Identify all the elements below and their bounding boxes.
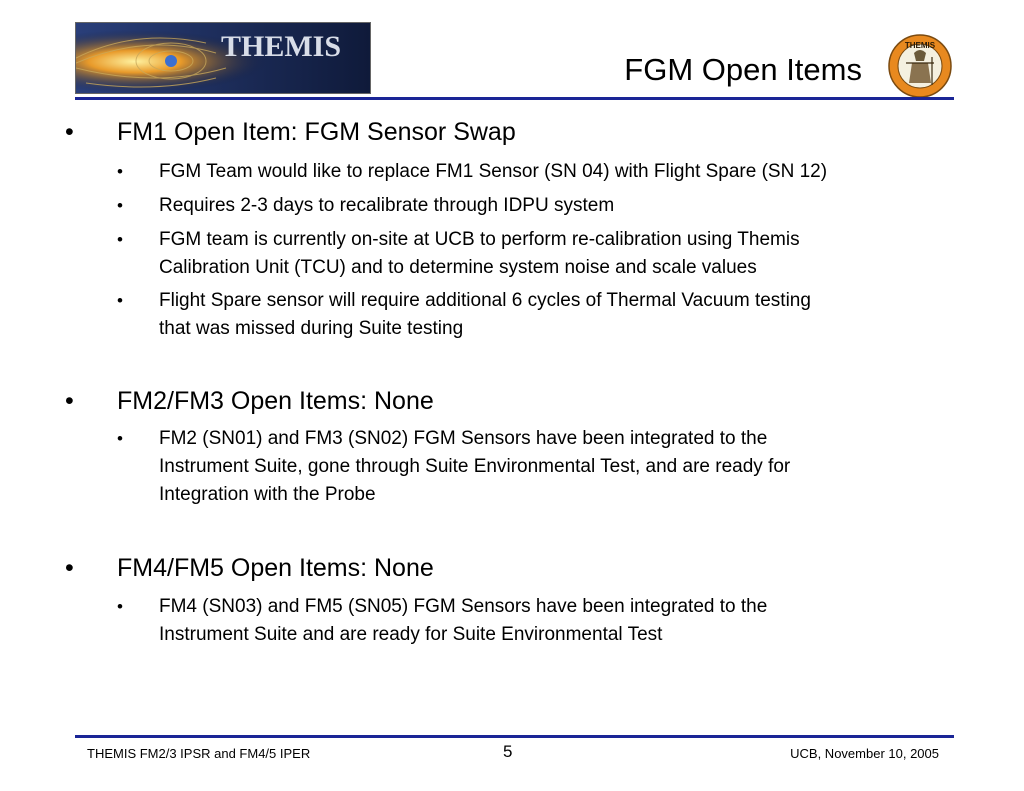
slide-title: FGM Open Items (624, 52, 862, 87)
sub-bullet-text: FGM team is currently on-site at UCB to perform re-calibration using Themis Calibration Unit (TCU) and to determine system noise and scale values (159, 229, 800, 278)
footer-left-text: THEMIS FM2/3 IPSR and FM4/5 IPER (87, 746, 311, 761)
bullet-icon: • (117, 162, 123, 181)
sub-bullet-text: FGM Team would like to replace FM1 Sensor (SN 04) with Flight Spare (SN 12) (159, 161, 828, 182)
bullet-icon: • (117, 429, 123, 448)
section-heading-text: FM1 Open Item: FGM Sensor Swap (117, 118, 516, 146)
banner-logo-text: THEMIS (221, 30, 342, 63)
sub-bullet-text: Flight Spare sensor will require additional 6 cycles of Thermal Vacuum testing that was missed during Suite testing (159, 290, 811, 339)
sub-bullet-text: FM4 (SN03) and FM5 (SN05) FGM Sensors have been integrated to the Instrument Suite and are ready for Suite Environmental Test (159, 596, 768, 645)
bullet-icon: • (65, 554, 74, 582)
bullet-icon: • (117, 230, 123, 249)
seal-text: THEMIS (904, 41, 936, 50)
section-heading-text: FM2/FM3 Open Items: None (117, 387, 434, 415)
page-number: 5 (503, 742, 513, 761)
bullet-icon: • (65, 387, 74, 415)
bullet-icon: • (117, 597, 123, 616)
footer-date: UCB, November 10, 2005 (790, 746, 939, 761)
footer-divider (75, 735, 954, 738)
sub-bullet-text: Requires 2-3 days to recalibrate through IDPU system (159, 195, 615, 216)
header-divider (75, 97, 954, 100)
themis-seal-icon (886, 33, 954, 99)
bullet-icon: • (117, 291, 123, 310)
themis-banner-logo (75, 22, 371, 94)
bullet-icon: • (117, 196, 123, 215)
bullet-icon: • (65, 118, 74, 146)
section-heading-text: FM4/FM5 Open Items: None (117, 554, 434, 582)
sub-bullet-text: FM2 (SN01) and FM3 (SN02) FGM Sensors have been integrated to the Instrument Suite, gone through Suite Environmental Test, and are ready for Integration with the Probe (159, 428, 791, 505)
